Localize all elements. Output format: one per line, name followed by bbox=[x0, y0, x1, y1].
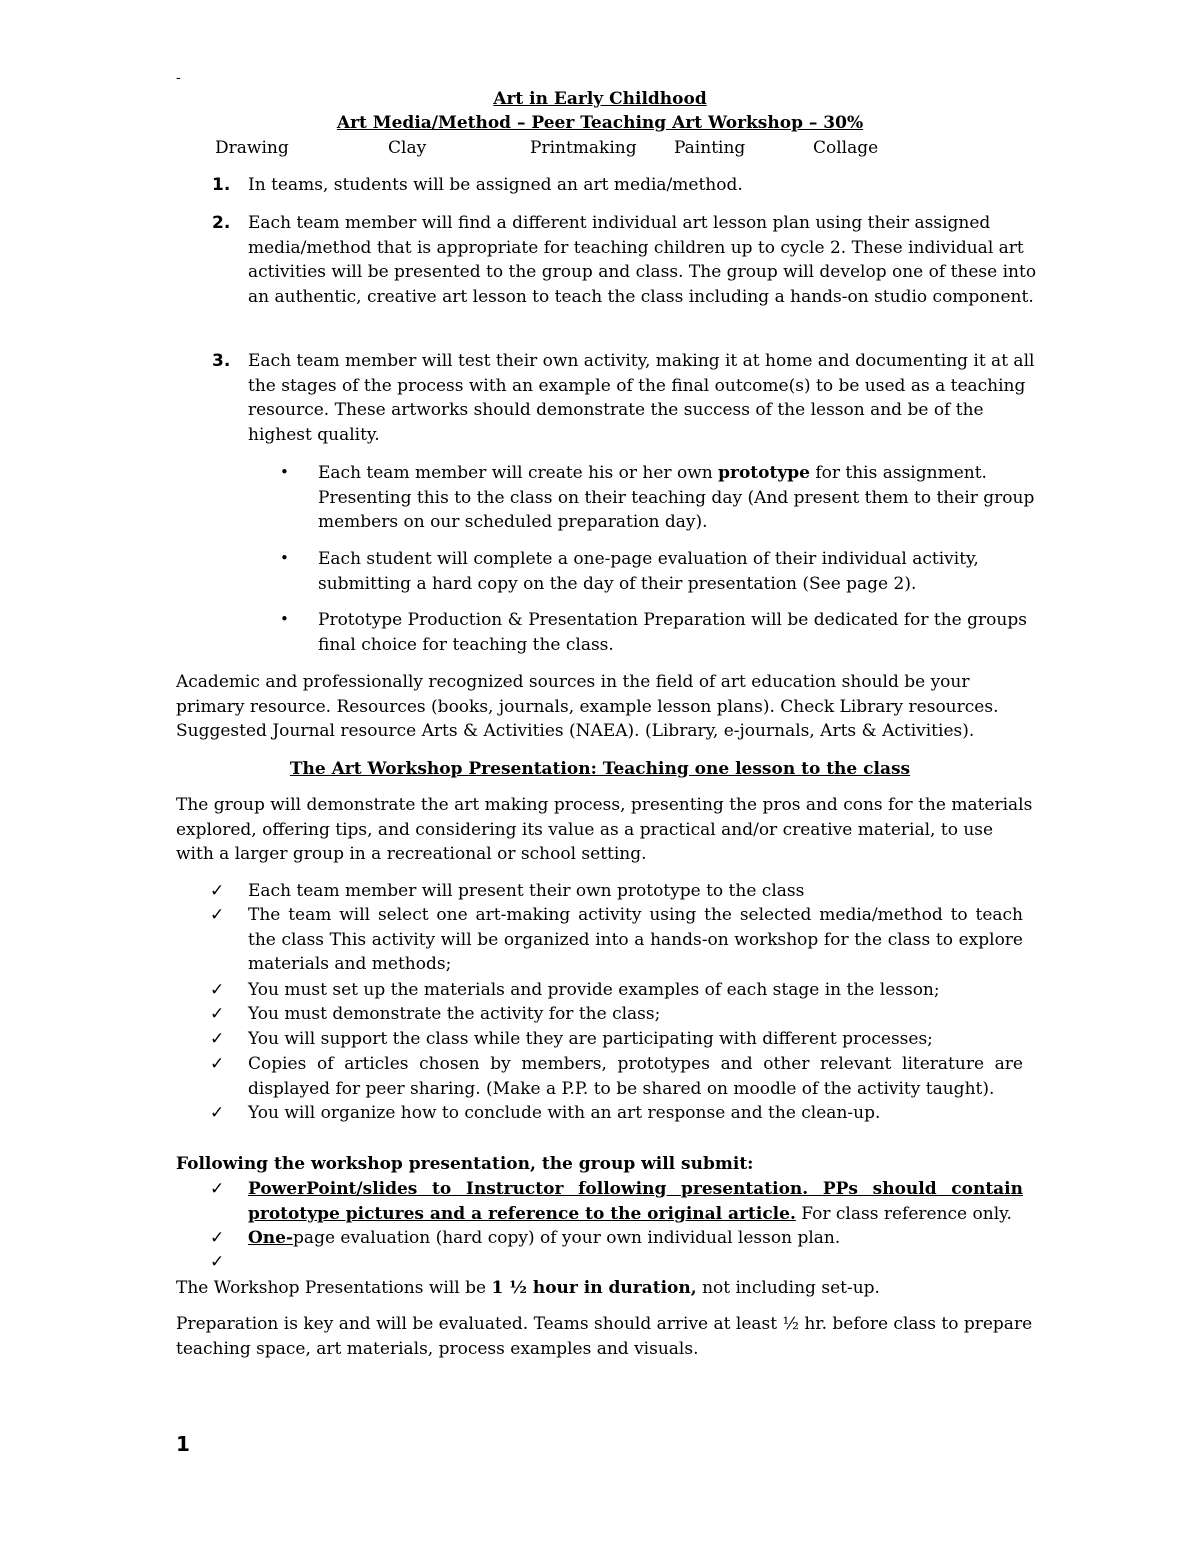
numbered-item-3 bbox=[212, 349, 1038, 447]
media-collage: Collage bbox=[813, 138, 879, 158]
item-text: In teams, students will be assigned an art media/method. bbox=[248, 175, 743, 195]
checklist-item: ✓ The team will select one art-making activity using the selected media/method to teach the class This activity will be organized into a hands-on workshop for the class to explore materials and methods; bbox=[210, 905, 1023, 974]
resources-paragraph: Academic and professionally recognized sources in the field of art education should be your primary resource. Resources (books, journals, example lesson plans). Check Library resources. Suggested Journal resource Arts & Activities (NAEA). (Library, e-journals, Arts & Activities). bbox=[176, 672, 999, 741]
submit-item-slides: ✓ PowerPoint/slides to Instructor following presentation. PPs should contain prototype pictures and a reference to the original article. For class reference only. bbox=[210, 1179, 1023, 1224]
workshop-heading: The Art Workshop Presentation: Teaching one lesson to the class bbox=[289, 759, 911, 779]
check-icon: ✓ bbox=[210, 1228, 225, 1248]
item-number: 1. bbox=[212, 175, 231, 195]
item-text: Each team member will test their own activity, making it at home and documenting it at all the stages of the process with an example of the final outcome(s) to be used as a teaching resource. These artworks should demonstrate the success of the lesson and be of the highest quality. bbox=[248, 351, 1035, 445]
document-title: Art in Early Childhood bbox=[493, 89, 707, 109]
checklist-item: ✓ You will organize how to conclude with an art response and the clean-up. bbox=[248, 1101, 1023, 1126]
bullet-item-production: • Prototype Production & Presentation Preparation will be dedicated for the groups final choice for teaching the class. bbox=[318, 608, 1038, 657]
check-icon: ✓ bbox=[210, 1252, 225, 1272]
item-number: 3. bbox=[212, 351, 231, 371]
page-number: 1 bbox=[176, 1432, 190, 1456]
media-clay: Clay bbox=[388, 138, 427, 158]
check-icon: ✓ bbox=[210, 1029, 225, 1049]
bullet-icon: • bbox=[280, 463, 289, 481]
prototype-term: prototype bbox=[718, 463, 810, 483]
document-subtitle: Art Media/Method – Peer Teaching Art Workshop – 30% bbox=[336, 113, 864, 133]
check-icon: ✓ bbox=[210, 1179, 225, 1199]
numbered-item-1 bbox=[212, 173, 1038, 198]
numbered-item-2 bbox=[212, 211, 1038, 309]
submit-item-evaluation: ✓ One-page evaluation (hard copy) of your own individual lesson plan. bbox=[248, 1226, 1023, 1251]
duration-paragraph: The Workshop Presentations will be 1 ½ hour in duration, not including set-up. bbox=[176, 1278, 880, 1298]
media-drawing: Drawing bbox=[215, 138, 289, 158]
item-text: Each team member will find a different individual art lesson plan using their assigned media/method that is appropriate for teaching children up to cycle 2. These individual art activities will be presented to the group and class. The group will develop one of these into an authentic, creative art lesson to teach the class including a hands-on studio component. bbox=[248, 213, 1037, 307]
check-icon: ✓ bbox=[210, 905, 225, 925]
bullet-icon: • bbox=[280, 610, 289, 628]
preparation-paragraph: Preparation is key and will be evaluated. Teams should arrive at least ½ hr. before class to prepare teaching space, art materials, process examples and visuals. bbox=[176, 1314, 1033, 1359]
check-icon: ✓ bbox=[210, 881, 225, 901]
check-icon: ✓ bbox=[210, 1103, 225, 1123]
check-icon: ✓ bbox=[210, 1054, 225, 1074]
checklist-item: ✓ Copies of articles chosen by members, prototypes and other relevant literature are displayed for peer sharing. (Make a P.P. to be shared on moodle of the activity taught). bbox=[210, 1054, 1023, 1099]
bullet-icon: • bbox=[280, 549, 289, 567]
bullet-item-prototype: • Each team member will create his or her own prototype for this assignment. Presenting this to the class on their teaching day (And present them to their group members on our scheduled preparation day). bbox=[318, 461, 1038, 535]
item-number: 2. bbox=[212, 213, 231, 233]
workshop-paragraph: The group will demonstrate the art making process, presenting the pros and cons for the materials explored, offering tips, and considering its value as a practical and/or creative material, to use with a larger group in a recreational or school setting. bbox=[176, 795, 1033, 864]
checklist-item: ✓ You must demonstrate the activity for the class; bbox=[248, 1002, 1023, 1027]
bullet-item-evaluation: • Each student will complete a one-page evaluation of their individual activity, submitting a hard copy on the day of their presentation (See page 2). bbox=[318, 547, 1038, 596]
checklist-item: ✓ You will support the class while they are participating with different processes; bbox=[248, 1027, 1023, 1052]
check-icon: ✓ bbox=[210, 1004, 225, 1024]
check-icon: ✓ bbox=[210, 980, 225, 1000]
checklist-item: ✓ You must set up the materials and provide examples of each stage in the lesson; bbox=[248, 978, 1023, 1003]
submit-heading: Following the workshop presentation, the group will submit: bbox=[176, 1154, 754, 1174]
media-list bbox=[0, 136, 1200, 162]
media-printmaking: Printmaking bbox=[530, 138, 637, 158]
header-dash: - bbox=[176, 70, 181, 86]
checklist-item: ✓ Each team member will present their own prototype to the class bbox=[248, 879, 1023, 904]
media-painting: Painting bbox=[674, 138, 746, 158]
